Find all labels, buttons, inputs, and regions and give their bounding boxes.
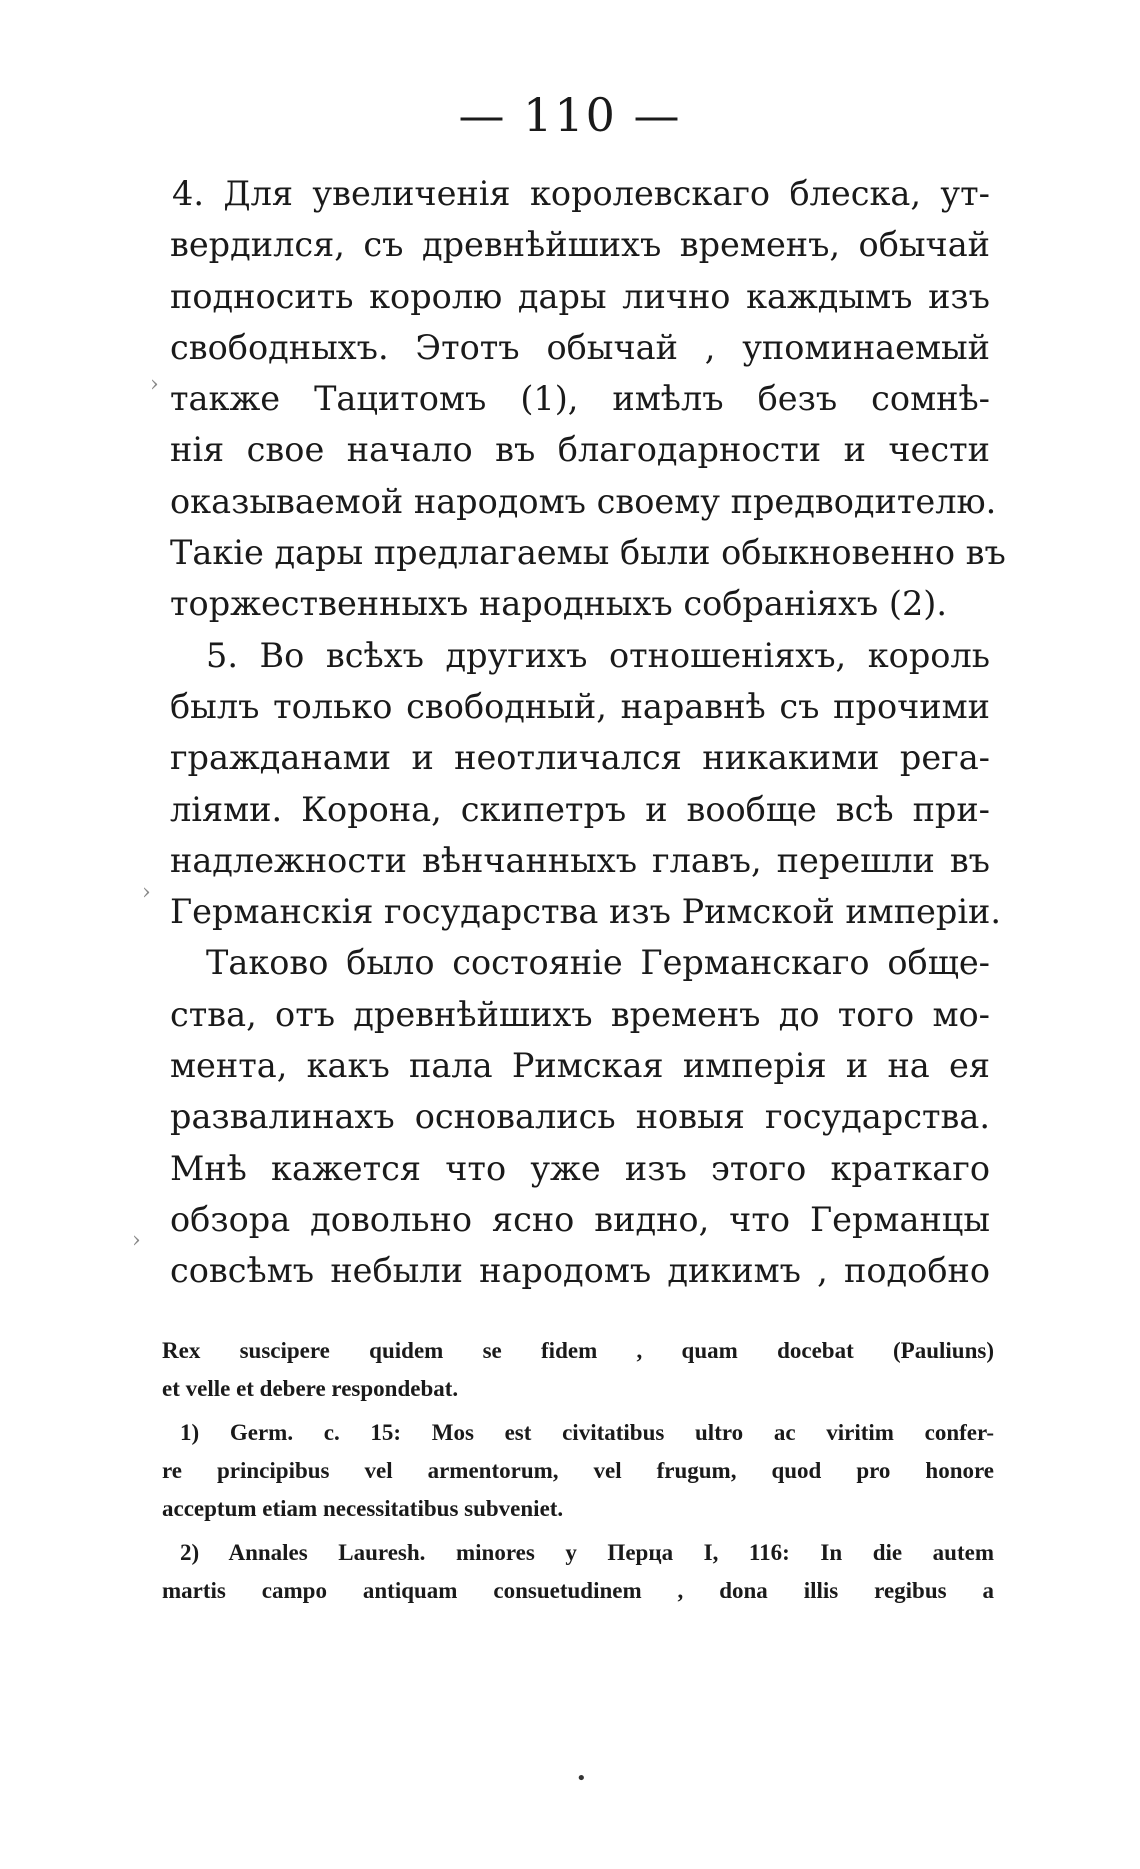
footnote-line: 1) Germ. c. 15: Mos est civitatibus ultro ac viritim confer-	[180, 1420, 994, 1445]
text-line: подносить королю дары лично каждымъ изъ	[170, 276, 990, 316]
body-text	[170, 168, 1006, 1297]
text-line: торжественныхъ народныхъ собраніяхъ (2).	[170, 584, 947, 624]
text-line: оказываемой народомъ своему предводителю.	[170, 481, 997, 521]
text-line: былъ только свободный, наравнѣ съ прочими	[170, 686, 990, 726]
footnote-line: acceptum etiam necessitatibus subveniet.	[162, 1496, 564, 1521]
text-line: 4. Для увеличенія королевскаго блеска, ут-	[172, 174, 990, 213]
text-line: вердился, съ древнѣйшихъ временъ, обычай	[170, 225, 990, 265]
footnote-line: martis campo antiquam consuetudinem , dona illis regibus a	[162, 1578, 994, 1603]
footnote-line: re principibus vel armentorum, vel frugum, quod pro honore	[162, 1458, 994, 1483]
bottom-mark: •	[576, 1768, 587, 1789]
text-line: развалинахъ основались новыя государства.	[170, 1097, 990, 1137]
footnote-line: 2) Annales Lauresh. minores у Перца I, 116: In die autem	[180, 1540, 994, 1565]
text-line: Таково было состояніе Германскаго обще-	[206, 943, 990, 983]
text-line: нія свое начало въ благодарности и чести	[170, 430, 990, 470]
footnotes	[162, 1332, 994, 1610]
footnote-line: et velle et debere respondebat.	[162, 1376, 459, 1401]
text-line: обзора довольно ясно видно, что Германцы	[170, 1199, 990, 1239]
text-line: Мнѣ кажется что уже изъ этого краткаго	[170, 1148, 990, 1188]
page-number: — 110 —	[458, 88, 682, 142]
text-line: мента, какъ пала Римская имперія и на ея	[170, 1046, 990, 1086]
text-line: совсѣмъ небыли народомъ дикимъ , подобно	[170, 1251, 990, 1291]
margin-tick-icon: ›	[142, 880, 151, 905]
text-line: надлежности вѣнчанныхъ главъ, перешли въ	[170, 840, 990, 880]
margin-tick-icon: ›	[132, 1228, 141, 1253]
text-line: Такіе дары предлагаемы были обыкновенно въ	[170, 533, 1006, 573]
text-line: ства, отъ древнѣйшихъ временъ до того мо-	[170, 994, 990, 1034]
text-line: 5. Во всѣхъ другихъ отношеніяхъ, король	[206, 635, 990, 675]
footnote-line: Rex suscipere quidem se fidem , quam docebat (Pauliuns)	[162, 1338, 994, 1363]
text-line: Германскія государства изъ Римской имперіи.	[170, 892, 1002, 932]
text-line: гражданами и неотличался никакими рега-	[170, 738, 990, 778]
text-line: также Тацитомъ (1), имѣлъ безъ сомнѣ-	[170, 379, 990, 419]
margin-tick-icon: ›	[150, 372, 159, 397]
text-line: свободныхъ. Этотъ обычай , упоминаемый	[170, 327, 990, 367]
text-line: ліями. Корона, скипетръ и вообще всѣ при-	[170, 789, 990, 829]
